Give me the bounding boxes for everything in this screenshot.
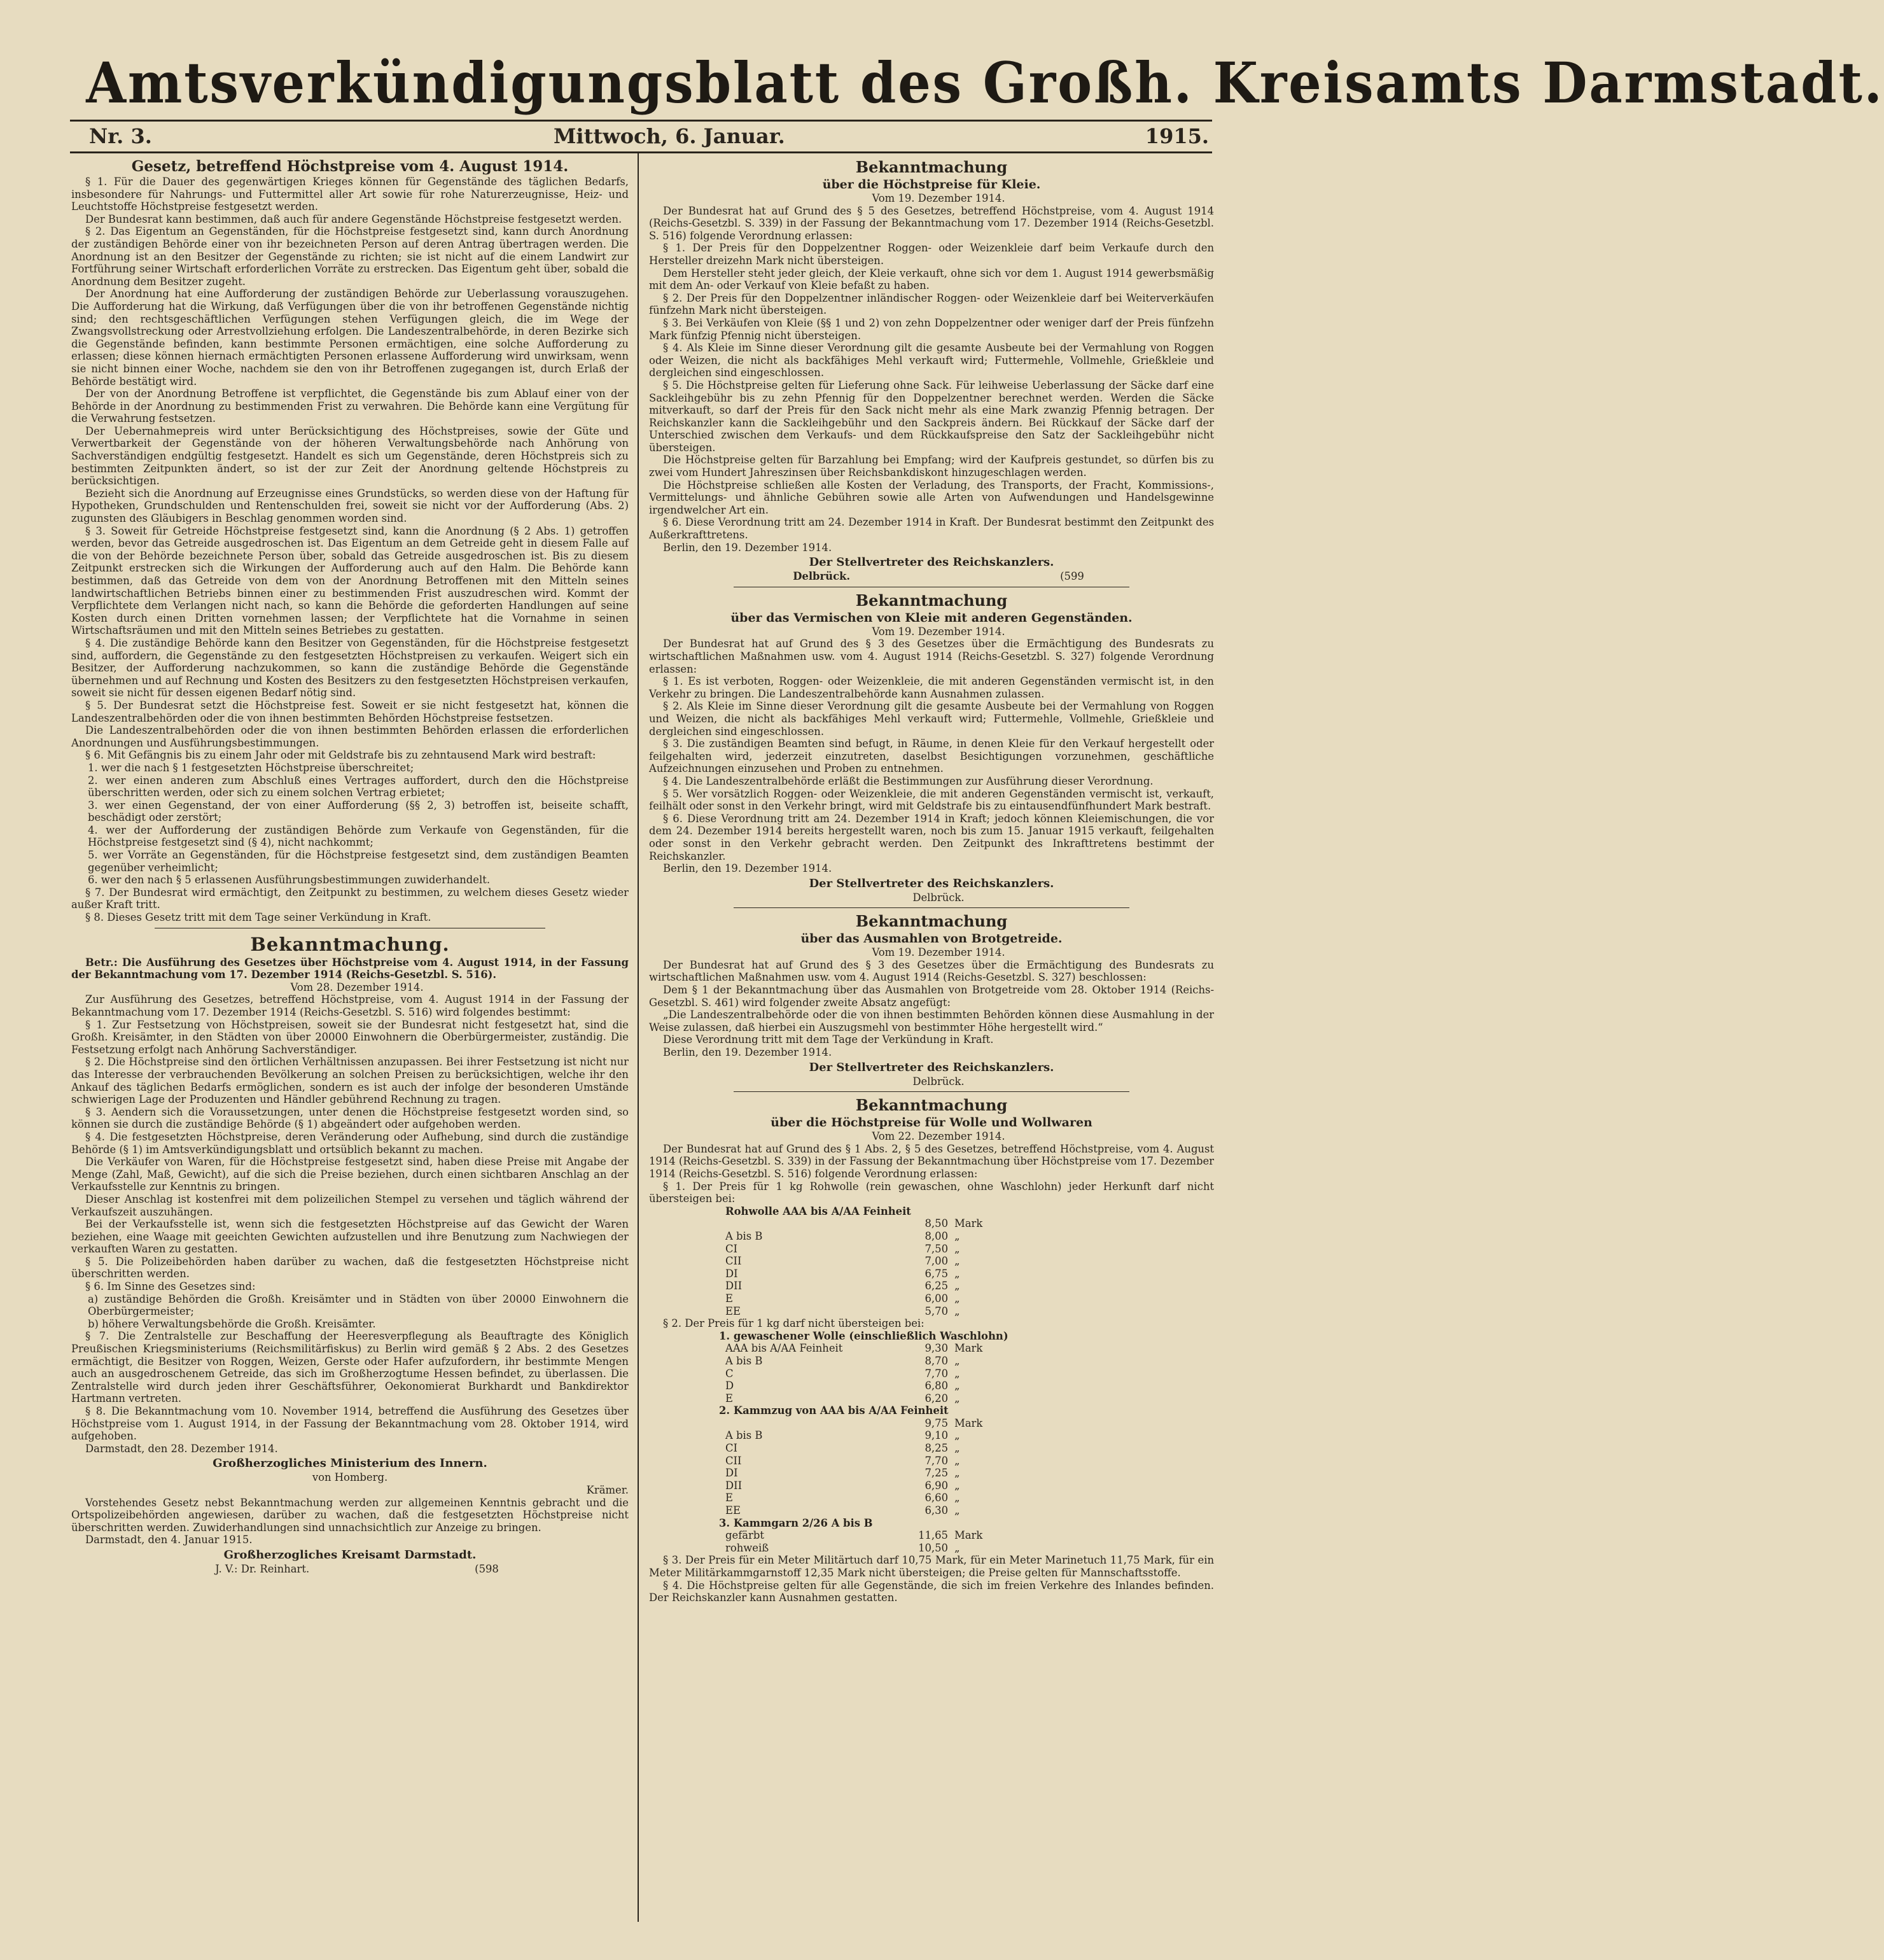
paragraph: Bei der Verkaufsstelle ist, wenn sich die festgesetzten Höchstpreise auf das Gewicht der Waren beziehen, eine Waage mit geeichten Gewichten aufzustellen und ihre Benutzung zum Nachwiegen der verkauften Waren zu gestatten. [71, 1218, 629, 1256]
price-row [649, 1529, 1214, 1542]
district-signer [71, 1563, 629, 1576]
kammgarn-table [649, 1529, 1214, 1554]
brot-signer: Delbrück. [912, 1075, 965, 1088]
price-grade: gefärbt [725, 1529, 764, 1542]
price-row [649, 1392, 1214, 1405]
kleie-paragraphs [649, 205, 1214, 542]
kleie-title: Bekanntmachung [855, 158, 1008, 176]
price-grade: A bis B [725, 1229, 763, 1242]
paragraph: Die Verkäufer von Waren, für die Höchstpreise festgesetzt sind, haben diese Preise mit Angabe der Menge (Zahl, Maß, Gewicht), auf die sich die Preise beziehen, durch einen sichtbaren Anschlag an der Verkaufsstelle zur Kenntnis zu bringen. [71, 1156, 629, 1193]
price-row [649, 1230, 1214, 1243]
price-price: 9,75 [925, 1417, 948, 1429]
kleie-subtitle: über die Höchstpreise für Kleie. [822, 178, 1041, 192]
price-row [649, 1442, 1214, 1455]
paragraph: § 3. Soweit für Getreide Höchstpreise festgesetzt sind, kann die Anordnung (§ 2 Abs. 1) getroffen werden, bevor das Getreide ausgedroschen ist. Das Eigentum an dem Getreide geht in diesem Falle auf die von der Behörde bezeichnete Person über, sobald das Getreide ausgedroschen ist. Bis zu diesem Zeitpunkt erstrecken sich die Wirkungen der Aufforderung auch auf den Halm. Die Behörde kann bestimmen, daß das Getreide von dem von der Anordnung Betroffenen mit den Mitteln seines landwirtschaftlichen Betriebs binnen einer zu bestimmenden Frist auszudreschen wird. Kommt der Verpflichtete dem Verlangen nicht nach, so kann die Behörde die geforderten Handlungen auf seine Kosten durch einen Dritten vornehmen lassen; der Verpflichtete hat die Vornahme in seinen Wirtschaftsräumen und mit den Mitteln seines Betriebes zu gestatten. [71, 524, 629, 637]
paragraph: § 8. Die Bekanntmachung vom 10. November 1914, betreffend die Ausführung des Gesetzes über Höchstpreise vom 1. August 1914, in der Fassung der Bekanntmachung vom 28. Oktober 1914, wird aufgehoben. [71, 1405, 629, 1443]
separator [734, 907, 1129, 908]
kammgarn-heading: 3. Kammgarn 2/26 A bis B [719, 1516, 873, 1529]
paragraph: Der Anordnung hat eine Aufforderung der zuständigen Behörde zur Ueberlassung vorauszugehen. Die Aufforderung hat die Wirkung, daß Verfügungen über die von ihr betroffenen Gegenstände nichtig sind; den rechtsgeschäftlichen Verfügungen stehen Verfügungen gleich, die im Wege der Zwangsvollstreckung oder Arrestvollziehung erfolgen. Die Landeszentralbehörde, in deren Bezirke sich die Gegenstände befinden, kann bestimmte Personen ermächtigen, eine solche Aufforderung zu erlassen; diese können hiernach ermächtigten Personen erlassene Aufforderung wird unwirksam, wenn sie nicht binnen einer Woche, nachdem sie den von ihr Betroffenen zugegangen ist, durch Erlaß der Behörde bestätigt wird. [71, 288, 629, 388]
price-unit: „ [954, 1429, 960, 1442]
price-grade [649, 1217, 891, 1230]
price-price: 10,50 [918, 1541, 948, 1554]
price-row [649, 1342, 1214, 1355]
price-grade: EE [725, 1305, 741, 1317]
paragraph: § 2. Die Höchstpreise sind den örtlichen Verhältnissen anzupassen. Bei ihrer Festsetzung ist nicht nur das Interesse der verbrauchenden Bevölkerung an solchen Preisen zu berücksichtigen, welche ihr den Ankauf des täglichen Bedarfs ermöglichen, sondern es ist auch der infolge der besonderen Umstände schwierigen Lage der Produzenten und Händler gebührend Rechnung zu tragen. [71, 1056, 629, 1106]
price-row [649, 1417, 1214, 1430]
price-row [649, 1480, 1214, 1492]
price-unit: „ [954, 1305, 960, 1317]
price-unit: Mark [954, 1417, 983, 1429]
paragraph: Die Landeszentralbehörden oder die von ihnen bestimmten Behörden erlassen die erforderlichen Anordnungen und Ausführungsbestimmungen. [71, 724, 629, 749]
paragraph: Diese Verordnung tritt mit dem Tage der Verkündung in Kraft. [663, 1033, 994, 1046]
price-price: 6,20 [925, 1392, 948, 1404]
price-price: 5,70 [925, 1305, 948, 1317]
notice-subject: Betr.: Die Ausführung des Gesetzes über Höchstpreise vom 4. August 1914, in der Fassung der Bekanntmachung vom 17. Dezember 1914 (Reichs-Gesetzbl. S. 516). [71, 956, 629, 981]
price-grade: D [725, 1380, 734, 1392]
vermischen-signer: Delbrück. [912, 891, 965, 904]
paragraph: § 6. Im Sinne des Gesetzes sind: [85, 1280, 256, 1293]
kammzug-heading: 2. Kammzug von AAA bis A/AA Feinheit [719, 1404, 949, 1417]
paragraph: 2. wer einen anderen zum Abschluß eines Vertrages auffordert, durch den die Höchstpreise überschritten werden, oder sich zu einem solchen Vertrag erbietet; [88, 774, 629, 799]
issue-year: 1915. [1145, 124, 1209, 148]
price-unit: „ [954, 1442, 960, 1455]
price-price: 7,25 [925, 1467, 948, 1480]
paragraph: Die Höchstpreise schließen alle Kosten der Verladung, des Transports, der Fracht, Kommissions-, Vermittelungs- und ähnliche Gebühren sowie alle Arten von Aufwendungen und Handelsgewinne irgendwelcher Art ein. [649, 479, 1214, 516]
paragraph: § 4. Die Landeszentralbehörde erläßt die Bestimmungen zur Ausführung dieser Verordnung. [663, 774, 1154, 787]
gewaschen-heading: 1. gewaschener Wolle (einschließlich Waschlohn) [719, 1329, 1008, 1342]
law-items [71, 762, 629, 886]
price-price: 9,10 [925, 1429, 948, 1442]
law-title: Gesetz, betreffend Höchstpreise vom 4. August 1914. [131, 158, 569, 175]
paragraph: § 7. Die Zentralstelle zur Beschaffung der Heeresverpflegung als Beauftragte des Königlich Preußischen Kriegsministeriums (Reichsmilitärfiskus) zu Berlin wird gemäß § 2 Abs. 2 des Gesetzes ermächtigt, die Besitzer von Roggen, Weizen, Gerste oder Hafer aufzufordern, ihr bestimmte Mengen auch an ausgedroschenem Getreide, das sich im Großherzogtume Hessen befindet, zu überlassen. Die Zentralstelle wird durch jeden ihrer Geschäftsführer, Oekonomierat Burkhardt und Bankdirektor Hartmann vertreten. [71, 1330, 629, 1405]
price-row [649, 1504, 1214, 1517]
price-grade: A bis B [725, 1429, 763, 1442]
price-row [649, 1217, 1214, 1230]
paragraph: § 8. Dieses Gesetz tritt mit dem Tage seiner Verkündung in Kraft. [85, 911, 431, 924]
paragraph: Bezieht sich die Anordnung auf Erzeugnisse eines Grundstücks, so werden diese von der Haftung für Hypotheken, Grundschulden und Rentenschulden frei, soweit sie nicht vor der Aufforderung (Abs. 2) zugunsten des Gläubigers in Beschlag genommen worden sind. [71, 487, 629, 525]
district-office: Großherzogliches Kreisamt Darmstadt. [223, 1548, 477, 1562]
price-row [649, 1492, 1214, 1504]
price-grade: rohweiß [725, 1541, 769, 1554]
notice-date: Vom 28. Dezember 1914. [290, 981, 424, 993]
vermischen-place: Berlin, den 19. Dezember 1914. [663, 862, 832, 875]
price-unit: „ [954, 1267, 960, 1280]
price-grade: A bis B [725, 1354, 763, 1367]
paragraph: § 6. Mit Gefängnis bis zu einem Jahr oder mit Geldstrafe bis zu zehntausend Mark wird bestraft: [85, 749, 596, 762]
price-grade: CII [725, 1255, 742, 1268]
vermischen-title: Bekanntmachung [855, 591, 1008, 610]
paragraph: Dem Hersteller steht jeder gleich, der Kleie verkauft, ohne sich vor dem 1. August 1914 gewerbsmäßig mit dem An- oder Verkauf von Kleie befaßt zu haben. [649, 267, 1214, 292]
signer-name: J. V.: Dr. Reinhart. [215, 1562, 310, 1575]
kleie-signer [649, 570, 1214, 583]
price-price: 6,00 [925, 1292, 948, 1305]
price-grade: E [725, 1492, 733, 1504]
wolle-para-3: § 3. Der Preis für ein Meter Militärtuch darf 10,75 Mark, für ein Meter Marinetuch 11,75 Mark, für ein Meter Militärkammgarnstoff 12,35 Mark nicht übersteigen; die Preise gelten für Mannschaftsstoffe. [649, 1554, 1214, 1579]
paragraph: § 3. Die zuständigen Beamten sind befugt, in Räume, in denen Kleie für den Verkauf hergestellt oder feilgehalten wird, jederzeit einzutreten, daselbst Besichtigungen vorzunehmen, geschäftliche Aufzeichnungen einzusehen und Proben zu entnehmen. [649, 738, 1214, 775]
brot-subtitle: über das Ausmahlen von Brotgetreide. [800, 932, 1063, 946]
price-price: 7,70 [925, 1367, 948, 1380]
price-row [649, 1305, 1214, 1318]
vermischen-paragraphs [649, 638, 1214, 862]
wolle-title: Bekanntmachung [855, 1096, 1008, 1115]
price-grade: E [725, 1392, 733, 1404]
paragraph: § 4. Die festgesetzten Höchstpreise, deren Veränderung oder Aufhebung, sind durch die zuständige Behörde (§ 1) im Amtsverkündigungsblatt und ortsüblich bekannt zu machen. [71, 1130, 629, 1156]
paragraph: § 3. Bei Verkäufen von Kleie (§§ 1 und 2) von zehn Doppelzentner oder weniger darf der Preis fünfzehn Mark fünfzig Pfennig nicht übersteigen. [649, 316, 1214, 342]
price-price: 7,00 [925, 1255, 948, 1268]
paragraph: § 1. Zur Festsetzung von Höchstpreisen, soweit sie der Bundesrat nicht festgesetzt hat, sind die Großh. Kreisämter, in den Städten von über 20000 Einwohnern die Oberbürgermeister, zuständig. Die Festsetzung erfolgt nach Anhörung Sachverständiger. [71, 1018, 629, 1056]
reference-number: (598 [475, 1562, 499, 1575]
brot-place: Berlin, den 19. Dezember 1914. [663, 1046, 832, 1059]
paragraph: „Die Landeszentralbehörde oder die von ihnen bestimmten Behörden können diese Ausmahlung in der Weise zulassen, daß hierbei ein Auszugsmehl von bestimmter Höhe hergestellt wird.“ [649, 1009, 1214, 1033]
separator [734, 1091, 1129, 1092]
price-price: 6,30 [925, 1504, 948, 1517]
law-closing [71, 886, 629, 924]
price-price: 6,75 [925, 1267, 948, 1280]
price-row [649, 1380, 1214, 1392]
price-price: 11,65 [918, 1529, 948, 1542]
issue-line [89, 122, 1209, 150]
notice-items [71, 1293, 629, 1331]
price-price: 8,50 [925, 1217, 948, 1230]
paragraph: § 5. Wer vorsätzlich Roggen- oder Weizenkleie, die mit anderen Gegenständen vermischt ist, verkauft, feilhält oder sonst in den Verkehr bringt, wird mit Geldstrafe bis zu eintausendfünfhundert Mark bestraft. [649, 787, 1214, 813]
vermischen-signature: Der Stellvertreter des Reichskanzlers. [809, 876, 1054, 890]
price-grade: DI [725, 1267, 738, 1280]
price-price: 7,50 [925, 1242, 948, 1255]
price-grade: CI [725, 1242, 738, 1255]
left-column [71, 158, 629, 1927]
price-row [649, 1255, 1214, 1268]
paragraph: Der Uebernahmepreis wird unter Berücksichtigung des Höchstpreises, sowie der Güte und Verwertbarkeit der Gegenstände von der höheren Verwaltungsbehörde nach Anhörung von Sachverständigen endgültig festgesetzt. Handelt es sich um Gegenstände, deren Höchstpreis sich zu bestimmten Zeitpunkten ändert, so ist der zur Zeit der Anordnung geltende Höchstpreis zu berücksichtigen. [71, 424, 629, 487]
price-grade: CI [725, 1442, 738, 1455]
price-unit: „ [954, 1367, 960, 1380]
gewaschen-table [649, 1342, 1214, 1404]
paragraph: 3. wer einen Gegenstand, der von einer Aufforderung (§§ 2, 3) betroffen ist, beiseite schafft, beschädigt oder zerstört; [88, 799, 629, 824]
paragraph: 1. wer die nach § 1 festgesetzten Höchstpreise überschreitet; [88, 761, 414, 774]
wolle-subtitle: über die Höchstpreise für Wolle und Wollwaren [771, 1116, 1092, 1130]
price-unit: „ [954, 1392, 960, 1404]
law-paragraphs [71, 176, 629, 762]
price-unit: „ [954, 1354, 960, 1367]
wolle-para-4: § 4. Die Höchstpreise gelten für alle Gegenstände, die sich im freien Verkehre des Inlandes befinden. Der Reichskanzler kann Ausnahmen gestatten. [649, 1579, 1214, 1604]
paragraph: Zur Ausführung des Gesetzes, betreffend Höchstpreise, vom 4. August 1914 in der Fassung der Bekanntmachung vom 17. Dezember 1914 (Reichs-Gesetzbl. S. 516) wird folgendes bestimmt: [71, 993, 629, 1018]
price-grade: C [725, 1367, 734, 1380]
price-grade: EE [725, 1504, 741, 1517]
price-grade: CII [725, 1454, 742, 1467]
price-grade: DII [725, 1479, 743, 1492]
price-row [649, 1542, 1214, 1555]
price-row [649, 1429, 1214, 1442]
notice-paragraphs [71, 993, 629, 1292]
district-notice: Vorstehendes Gesetz nebst Bekanntmachung werden zur allgemeinen Kenntnis gebracht und die Ortspolizeibehörden angewiesen, darüber zu wachen, daß die festgesetzten Höchstpreise nicht überschritten werden. Zuwiderhandlungen sind unnachsichtlich zur Anzeige zu bringen. [71, 1496, 629, 1534]
price-row [649, 1368, 1214, 1380]
price-unit: Mark [954, 1342, 983, 1355]
column-divider [638, 153, 639, 1922]
price-grade [649, 1417, 891, 1430]
district-place: Darmstadt, den 4. Januar 1915. [85, 1534, 253, 1546]
price-unit: Mark [954, 1217, 983, 1230]
issue-rule [70, 151, 1212, 153]
top-rule [70, 120, 1212, 122]
price-row [649, 1467, 1214, 1480]
brot-paragraphs [649, 959, 1214, 1046]
paragraph: 6. wer den nach § 5 erlassenen Ausführungsbestimmungen zuwiderhandelt. [88, 874, 491, 886]
price-price: 8,00 [925, 1229, 948, 1242]
minister-line: von Homberg. [312, 1471, 388, 1484]
ministry-signature: Großherzogliches Ministerium des Innern. [213, 1457, 487, 1471]
price-row [649, 1280, 1214, 1292]
paragraph: § 5. Die Höchstpreise gelten für Lieferung ohne Sack. Für leihweise Ueberlassung der Säcke darf eine Sackleihgebühr bis zu zehn Pfennig für den Doppelzentner berechnet werden. Werden die Säcke mitverkauft, so darf der Preis für den Sack nicht mehr als eine Mark zwanzig Pfennig betragen. Der Reichskanzler kann die Sackleihgebühr und den Sackpreis ändern. Bei Rückkauf der Säcke darf der Unterschied zwischen dem Verkaufs- und dem Rückkaufspreise den Satz der Sackleihgebühr nicht übersteigen. [649, 379, 1214, 454]
price-unit: Mark [954, 1529, 983, 1542]
price-unit: „ [954, 1492, 960, 1504]
notice-paragraphs-2 [71, 1330, 629, 1442]
paragraph: § 2. Als Kleie im Sinne dieser Verordnung gilt die gesamte Ausbeute bei der Vermahlung von Roggen und Weizen, die nicht als backfähiges Mehl verkauft wird; Futtermehle, Vollmehle, Grießkleie und dergleichen sind eingeschlossen. [649, 700, 1214, 738]
paragraph: Der Bundesrat kann bestimmen, daß auch für andere Gegenstände Höchstpreise festgesetzt werden. [85, 213, 622, 225]
kleie-reference: (599 [1060, 570, 1084, 583]
kleie-place: Berlin, den 19. Dezember 1914. [663, 541, 832, 554]
paragraph: § 5. Die Polizeibehörden haben darüber zu wachen, daß die festgesetzten Höchstpreise nicht überschritten werden. [71, 1255, 629, 1280]
paragraph: § 7. Der Bundesrat wird ermächtigt, den Zeitpunkt zu bestimmen, zu welchem dieses Gesetz wieder außer Kraft tritt. [71, 886, 629, 911]
price-row [649, 1243, 1214, 1256]
kleie-signer-name: Delbrück. [793, 570, 851, 583]
paragraph: Der Bundesrat hat auf Grund des § 3 des Gesetzes über die Ermächtigung des Bundesrats zu wirtschaftlichen Maßnahmen usw. vom 4. August 1914 (Reichs-Gesetzbl. S. 327) folgende Verordnung erlassen: [649, 638, 1214, 675]
paragraph: § 6. Diese Verordnung tritt am 24. Dezember 1914 in Kraft. Der Bundesrat bestimmt den Zeitpunkt des Außerkrafttretens. [649, 516, 1214, 542]
vermischen-date: Vom 19. Dezember 1914. [872, 625, 1005, 638]
issue-date: Mittwoch, 6. Januar. [554, 124, 785, 148]
price-grade: DII [725, 1280, 743, 1292]
wolle-intro: Der Bundesrat hat auf Grund des § 1 Abs. 2, § 5 des Gesetzes, betreffend Höchstpreise, vom 4. August 1914 (Reichs-Gesetzbl. S. 339) in der Fassung der Bekanntmachung über Höchstpreise vom 17. Dezember 1914 (Reichs-Gesetzbl. S. 516) folgende Verordnung erlassen: [649, 1142, 1214, 1180]
price-unit: „ [954, 1479, 960, 1492]
paragraph: § 1. Für die Dauer des gegenwärtigen Krieges können für Gegenstände des täglichen Bedarfs, insbesondere für Nahrungs- und Futtermittel aller Art sowie für rohe Naturerzeugnisse, Heiz- und Leuchtstoffe Höchstpreise festgesetzt werden. [71, 176, 629, 213]
kleie-date: Vom 19. Dezember 1914. [872, 192, 1005, 204]
notice-title: Bekanntmachung. [250, 933, 450, 955]
rohwolle-heading: Rohwolle AAA bis A/AA Feinheit [725, 1205, 911, 1217]
kammzug-table [649, 1417, 1214, 1517]
paragraph: § 4. Die zuständige Behörde kann den Besitzer von Gegenständen, für die Höchstpreise festgesetzt sind, auffordern, die Gegenstände zu den festgesetzten Höchstpreisen zu verkaufen. Weigert sich ein Besitzer, der Aufforderung nachzukommen, so kann die zuständige Behörde die Gegenstände übernehmen und auf Rechnung und Kosten des Besitzers zu den festgesetzten Höchstpreisen verkaufen, soweit sie nicht für dessen eigenen Bedarf nötig sind. [71, 636, 629, 699]
price-unit: „ [954, 1454, 960, 1467]
price-unit: „ [954, 1280, 960, 1292]
price-unit: „ [954, 1380, 960, 1392]
paragraph: 4. wer der Aufforderung der zuständigen Behörde zum Verkaufe von Gegenständen, für die Höchstpreise festgesetzt sind (§ 4), nicht nachkommt; [88, 823, 629, 849]
rohwolle-table [649, 1217, 1214, 1317]
price-row [649, 1355, 1214, 1368]
paragraph: § 2. Der Preis für den Doppelzentner inländischer Roggen- oder Weizenkleie darf bei Weiterverkäufen fünfzehn Mark nicht übersteigen. [649, 291, 1214, 317]
price-grade: DI [725, 1467, 738, 1480]
brot-title: Bekanntmachung [855, 912, 1008, 931]
paragraph: a) zuständige Behörden die Großh. Kreisämter und in Städten von über 20000 Einwohnern die Oberbürgermeister; [88, 1292, 629, 1318]
price-unit: „ [954, 1541, 960, 1554]
price-unit: „ [954, 1255, 960, 1268]
price-unit: „ [954, 1504, 960, 1517]
paragraph: Dieser Anschlag ist kostenfrei mit dem polizeilichen Stempel zu versehen und täglich während der Verkaufszeit auszuhängen. [71, 1193, 629, 1218]
wolle-para-1: § 1. Der Preis für 1 kg Rohwolle (rein gewaschen, ohne Waschlohn) jeder Herkunft darf nicht übersteigen bei: [649, 1180, 1214, 1205]
paragraph: 5. wer Vorräte an Gegenständen, für die Höchstpreise festgesetzt sind, dem zuständigen Beamten gegenüber verheimlicht; [88, 849, 629, 874]
price-price: 9,30 [925, 1342, 948, 1355]
price-row [649, 1455, 1214, 1467]
price-price: 6,60 [925, 1492, 948, 1504]
price-unit: „ [954, 1292, 960, 1305]
notice-place: Darmstadt, den 28. Dezember 1914. [85, 1442, 278, 1455]
paragraph: § 5. Der Bundesrat setzt die Höchstpreise fest. Soweit er sie nicht festgesetzt hat, können die Landeszentralbehörden oder die von ihnen bestimmten Behörden Höchstpreise festsetzen. [71, 699, 629, 724]
price-unit: „ [954, 1229, 960, 1242]
price-unit: „ [954, 1467, 960, 1480]
brot-date: Vom 19. Dezember 1914. [872, 946, 1005, 959]
paragraph: § 1. Der Preis für den Doppelzentner Roggen- oder Weizenkleie darf beim Verkaufe durch den Hersteller dreizehn Mark nicht übersteigen. [649, 242, 1214, 267]
kleie-signature: Der Stellvertreter des Reichskanzlers. [809, 556, 1054, 570]
paragraph: § 6. Diese Verordnung tritt am 24. Dezember 1914 in Kraft; jedoch können Kleiemischungen, die vor dem 24. Dezember 1914 bereits hergestellt waren, noch bis zum 15. Januar 1915 verkauft, feilgehalten oder sonst in den Verkehr gebracht werden. Den Zeitpunkt des Inkrafttretens bestimmt der Reichskanzler. [649, 812, 1214, 862]
wolle-para-2: § 2. Der Preis für 1 kg darf nicht übersteigen bei: [663, 1317, 925, 1330]
price-price: 7,70 [925, 1454, 948, 1467]
price-price: 6,90 [925, 1479, 948, 1492]
price-grade: E [725, 1292, 733, 1305]
vermischen-subtitle: über das Vermischen von Kleie mit anderen Gegenständen. [730, 610, 1133, 625]
paragraph: Der Bundesrat hat auf Grund des § 3 des Gesetzes über die Ermächtigung des Bundesrats zu wirtschaftlichen Maßnahmen usw. vom 4. August 1914 (Reichs-Gesetzbl. S. 327) beschlossen: [649, 958, 1214, 984]
paragraph: Der Bundesrat hat auf Grund des § 5 des Gesetzes, betreffend Höchstpreise, vom 4. August 1914 (Reichs-Gesetzbl. S. 339) in der Fassung der Bekanntmachung vom 17. Dezember 1914 (Reichs-Gesetzbl. S. 516) folgende Verordnung erlassen: [649, 204, 1214, 242]
paragraph: Dem § 1 der Bekanntmachung über das Ausmahlen von Brotgetreide vom 28. Oktober 1914 (Reichs-Gesetzbl. S. 461) wird folgender zweite Absatz angefügt: [649, 984, 1214, 1009]
paragraph: § 3. Aendern sich die Voraussetzungen, unter denen die Höchstpreise festgesetzt worden sind, so können sie durch die zuständige Behörde (§ 1) abgeändert oder aufgehoben werden. [71, 1105, 629, 1131]
paragraph: § 2. Das Eigentum an Gegenständen, für die Höchstpreise festgesetzt sind, kann durch Anordnung der zuständigen Behörde einer von ihr bezeichneten Person auf deren Antrag übertragen werden. Die Anordnung ist an den Besitzer der Gegenstände zu richten; sie ist nicht auf die einem Landwirt zur Fortführung seiner Wirtschaft erforderlichen Vorräte zu erstrecken. Das Eigentum geht über, sobald die Anordnung dem Besitzer zugeht. [71, 225, 629, 288]
wolle-date: Vom 22. Dezember 1914. [872, 1130, 1005, 1143]
price-price: 6,25 [925, 1280, 948, 1292]
paragraph: § 4. Als Kleie im Sinne dieser Verordnung gilt die gesamte Ausbeute bei der Vermahlung von Roggen oder Weizen, die nicht als backfähiges Mehl verkauft wird; Futtermehle, Vollmehle, Grießkleie und dergleichen sind eingeschlossen. [649, 342, 1214, 379]
price-price: 8,25 [925, 1442, 948, 1455]
price-grade: AAA bis A/AA Feinheit [725, 1342, 843, 1355]
paragraph: b) höhere Verwaltungsbehörde die Großh. Kreisämter. [88, 1317, 376, 1330]
price-unit: „ [954, 1242, 960, 1255]
price-price: 6,80 [925, 1380, 948, 1392]
paragraph: Die Höchstpreise gelten für Barzahlung bei Empfang; wird der Kaufpreis gestundet, so dürfen bis zu zwei vom Hundert Jahreszinsen über Reichsbankdiskont hinzugeschlagen werden. [649, 454, 1214, 479]
right-column [649, 158, 1214, 1927]
official-name: Krämer. [586, 1483, 629, 1496]
paragraph: Der von der Anordnung Betroffene ist verpflichtet, die Gegenstände bis zum Ablauf einer von der Behörde in der Anordnung zu bestimmenden Frist zu verwahren. Die Behörde kann eine Vergütung für die Verwahrung festsetzen. [71, 388, 629, 425]
issue-number: Nr. 3. [89, 124, 152, 148]
masthead-title: Amtsverkündigungsblatt des Großh. Kreisamts Darmstadt. [86, 50, 1884, 116]
paragraph: § 1. Es ist verboten, Roggen- oder Weizenkleie, die mit anderen Gegenständen vermischt ist, in den Verkehr zu bringen. Die Landeszentralbehörde kann Ausnahmen zulassen. [649, 675, 1214, 700]
price-row [649, 1268, 1214, 1280]
price-row [649, 1292, 1214, 1305]
price-price: 8,70 [925, 1354, 948, 1367]
brot-signature: Der Stellvertreter des Reichskanzlers. [809, 1060, 1054, 1074]
